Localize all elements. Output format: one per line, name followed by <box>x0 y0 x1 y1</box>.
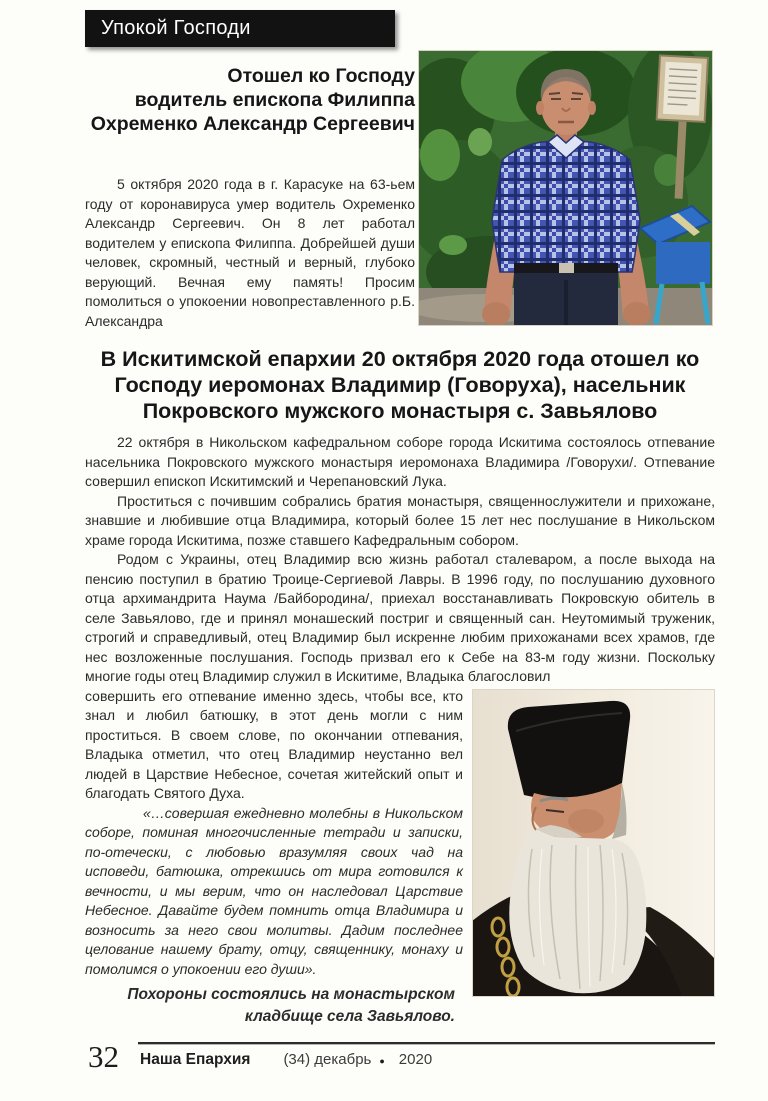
belt-buckle <box>559 263 574 273</box>
article1-headline <box>85 64 415 136</box>
section-banner-title: Упокой Господи <box>101 17 251 39</box>
narrow-text-column <box>85 687 463 1029</box>
left-hand <box>482 302 510 326</box>
footer-rule <box>138 1042 715 1045</box>
article2-paragraph-3: Родом с Украины, отец Владимир всю жизнь работал сталеваром, а после выхода на пенсию поступил в братию Троице-Сергиевой Лавры. В 1996 году, по послушанию духовного отца архимандрита Наума /Байбородина/, приехал восстанавливать Покровскую обитель в селе Завьялово, где и принял монашеский постриг и священный сан. Неутомимый труженик, строгий и справедливый, отец Владимир был искренне любим прихожанами всех храмов, где нес возложенные послушания. Господь призвал его к Себе на 83-м году жизни. Поскольку многие годы отец Владимир служил в Искитиме, Владыка благословил <box>85 551 715 684</box>
article2-headline-line1: В Искитимской епархии 20 октября 2020 года отошел ко <box>100 347 700 371</box>
article-driver-obituary <box>85 64 415 331</box>
monk-kamilavka-hat <box>508 700 630 798</box>
article2-headline-line2: Господу иеромонах Владимир (Говоруха), насельник <box>114 373 686 397</box>
article2-paragraph-2: Проститься с почившим собрались братия монастыря, священнослужители и прихожане, знавшие и любившие отца Владимира, который более 15 лет нес послушание в Никольском храме города Искитима, позже ставшего Кафедральным собором. <box>85 492 715 548</box>
driver-photo-illustration <box>418 50 713 326</box>
article2-headline <box>85 346 715 424</box>
article1-headline-line3: Охременко Александр Сергеевич <box>90 113 415 135</box>
plaid-shirt <box>492 140 640 272</box>
article2-paragraph-3-continued: совершить его отпевание именно здесь, чтобы все, кто знал и любил батюшку, в этот день могли с ним проститься. В своем слове, по окончании отпевания, Владыка отметил, что отец Владимир неустанно вел людей в Царствие Небесное, сочетая житейский опыт и благодать Святого Духа. <box>85 687 463 801</box>
article1-headline-line2: водитель епископа Филиппа <box>134 89 415 111</box>
article2-quote: «…совершая ежедневно молебны в Никольском соборе, поминая многочисленные тетради и записки, по-отечески, с любовью вразумляя своих чад на исповеди, батюшка, отрекшись от мира готовился к вечности, и мы верим, что он наследовал Царствие Небесное. Давайте будем помнить отца Владимира и возносить за него свои молитвы. Дадим последнее целование нашему брату, отцу, священнику, монаху и помолимся о упокоении его души». <box>85 804 463 977</box>
bullet-separator: ● <box>379 1056 385 1066</box>
article2-headline-line3: Покровского мужского монастыря с. Завьялово <box>142 399 658 423</box>
issue-label: (34) декабрь <box>283 1051 372 1068</box>
driver-photo <box>418 50 713 326</box>
monk-photo-illustration <box>472 689 715 997</box>
article1-headline-line1: Отошел ко Господу <box>227 65 415 87</box>
issue-year: 2020 <box>398 1051 433 1068</box>
article2-paragraph-1: 22 октября в Никольском кафедральном соборе города Искитима состоялось отпевание насельника Покровского мужского монастыря иеромонаха Владимира /Говорухи/. Отпевание совершил епископ Искитимский и Черепановский Лука. <box>85 434 715 489</box>
footer-meta <box>140 1051 432 1069</box>
text-photo-row <box>85 687 715 1029</box>
article2-funeral-note: Похороны состоялись на монастырском кладбище села Завьялово. <box>127 986 455 1025</box>
monk-photo <box>472 689 715 997</box>
article1-body: 5 октября 2020 года в г. Карасуке на 63-ьем году от коронавируса умер водитель Охременко Александр Сергеевич. Он 8 лет работал водителем у епископа Филиппа. Добрейшей души человек, скромный, честный и верный, глубоко верующий. Вечная ему память! Просим помолиться о упокоении новопреставленного р.Б. Александра <box>85 176 415 329</box>
section-banner <box>85 10 395 47</box>
right-hand <box>623 302 651 326</box>
magazine-title: Наша Епархия <box>140 1051 251 1068</box>
article-monk-obituary <box>85 346 715 1028</box>
page-number: 32 <box>88 1039 119 1074</box>
